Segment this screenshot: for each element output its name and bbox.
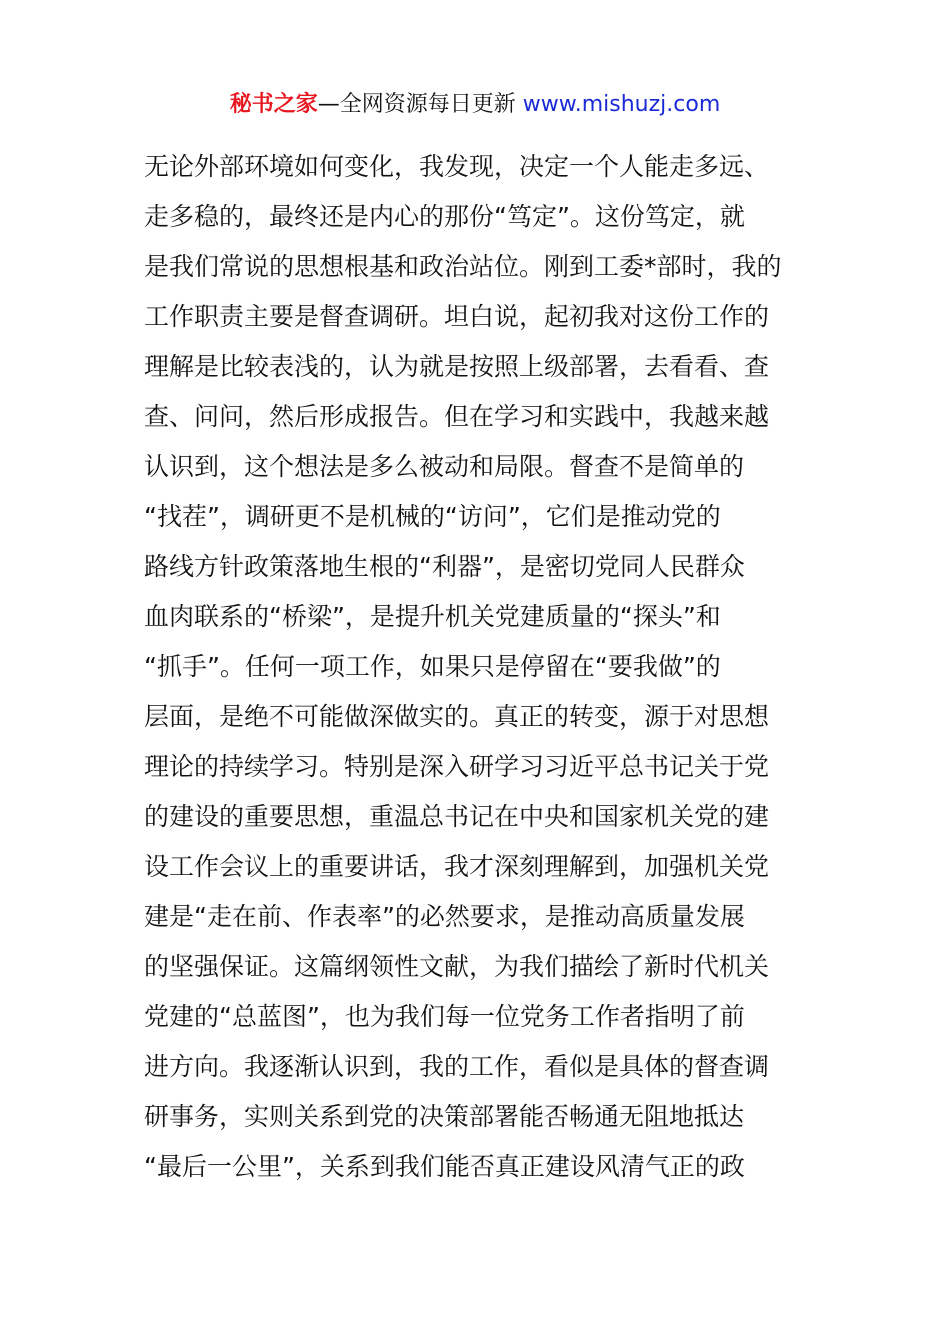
text-line: 设工作会议上的重要讲话，我才深刻理解到，加强机关党 bbox=[144, 852, 770, 881]
document-body bbox=[144, 142, 814, 1192]
site-url-link[interactable]: www.mishuzj.com bbox=[522, 92, 721, 117]
text-line: 的建设的重要思想，重温总书记在中央和国家机关党的建 bbox=[144, 802, 770, 831]
text-line: “抓手”。任何一项工作，如果只是停留在“要我做”的 bbox=[144, 652, 721, 681]
header-tagline: —全网资源每日更新 bbox=[317, 92, 516, 117]
text-line: 查、问问，然后形成报告。但在学习和实践中，我越来越 bbox=[144, 402, 770, 431]
text-line: 理论的持续学习。特别是深入研学习习近平总书记关于党 bbox=[144, 752, 770, 781]
brand-name: 秘书之家 bbox=[229, 92, 318, 117]
text-line: “最后一公里”，关系到我们能否真正建设风清气正的政 bbox=[144, 1152, 745, 1181]
text-line: 进方向。我逐渐认识到，我的工作，看似是具体的督查调 bbox=[144, 1052, 770, 1081]
text-line: “找茬”，调研更不是机械的“访问”，它们是推动党的 bbox=[144, 502, 721, 531]
text-line: 的坚强保证。这篇纲领性文献，为我们描绘了新时代机关 bbox=[144, 952, 770, 981]
text-line: 血肉联系的“桥梁”，是提升机关党建质量的“探头”和 bbox=[144, 602, 721, 631]
text-line: 党建的“总蓝图”，也为我们每一位党务工作者指明了前 bbox=[144, 1002, 745, 1031]
text-line: 认识到，这个想法是多么被动和局限。督查不是简单的 bbox=[144, 452, 745, 481]
text-line: 无论外部环境如何变化，我发现，决定一个人能走多远、 bbox=[144, 152, 770, 181]
text-line: 理解是比较表浅的，认为就是按照上级部署，去看看、查 bbox=[144, 352, 770, 381]
text-line: 工作职责主要是督查调研。坦白说，起初我对这份工作的 bbox=[144, 302, 770, 331]
text-line: 层面，是绝不可能做深做实的。真正的转变，源于对思想 bbox=[144, 702, 770, 731]
text-line: 建是“走在前、作表率”的必然要求，是推动高质量发展 bbox=[144, 902, 745, 931]
text-line: 是我们常说的思想根基和政治站位。刚到工委*部时，我的 bbox=[144, 252, 782, 281]
text-line: 走多稳的，最终还是内心的那份“笃定”。这份笃定，就 bbox=[144, 202, 745, 231]
text-line: 研事务，实则关系到党的决策部署能否畅通无阻地抵达 bbox=[144, 1102, 745, 1131]
document-header bbox=[0, 88, 950, 122]
text-line: 路线方针政策落地生根的“利器”，是密切党同人民群众 bbox=[144, 552, 745, 581]
